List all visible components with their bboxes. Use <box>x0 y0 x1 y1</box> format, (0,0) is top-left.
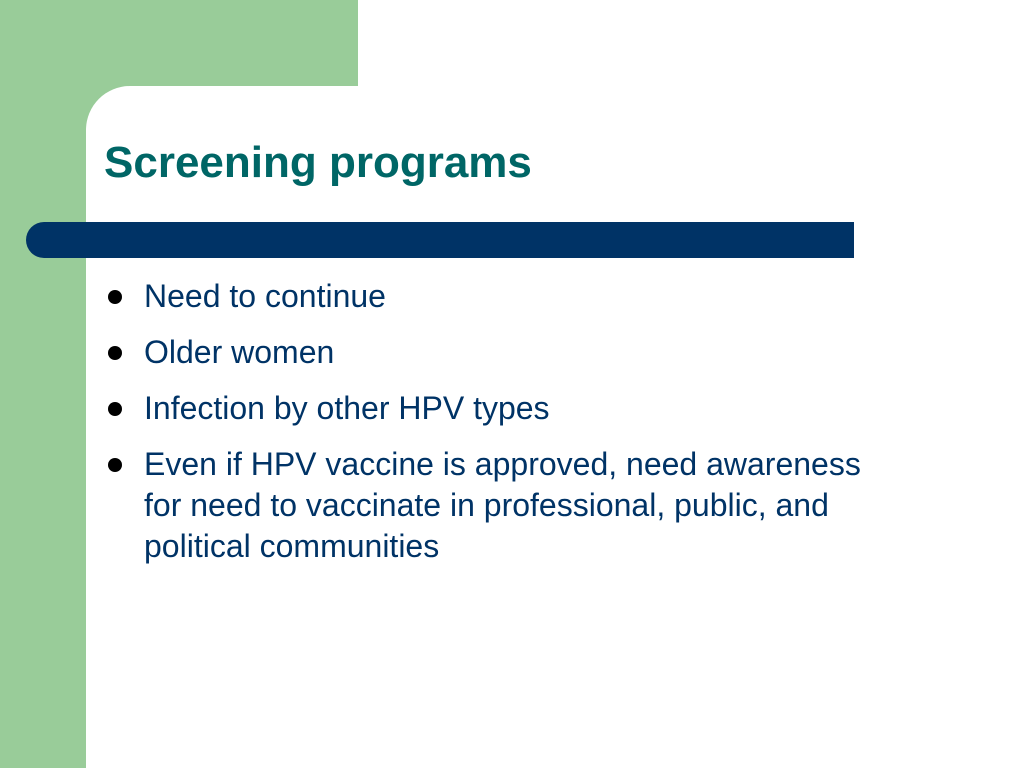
bullet-text: Infection by other HPV types <box>144 390 550 426</box>
bullet-text: Older women <box>144 334 335 370</box>
bullet-icon <box>108 458 122 472</box>
list-item <box>106 332 866 373</box>
bullet-text: Need to continue <box>144 278 386 314</box>
bullet-list <box>106 276 866 582</box>
bullet-icon <box>108 290 122 304</box>
list-item <box>106 444 866 567</box>
slide-title: Screening programs <box>104 138 532 187</box>
list-item <box>106 276 866 317</box>
bullet-icon <box>108 402 122 416</box>
list-item <box>106 388 866 429</box>
bullet-icon <box>108 346 122 360</box>
title-underline-bar <box>26 222 854 258</box>
bullet-text: Even if HPV vaccine is approved, need awareness for need to vaccinate in professional, public, and political communities <box>144 446 861 564</box>
